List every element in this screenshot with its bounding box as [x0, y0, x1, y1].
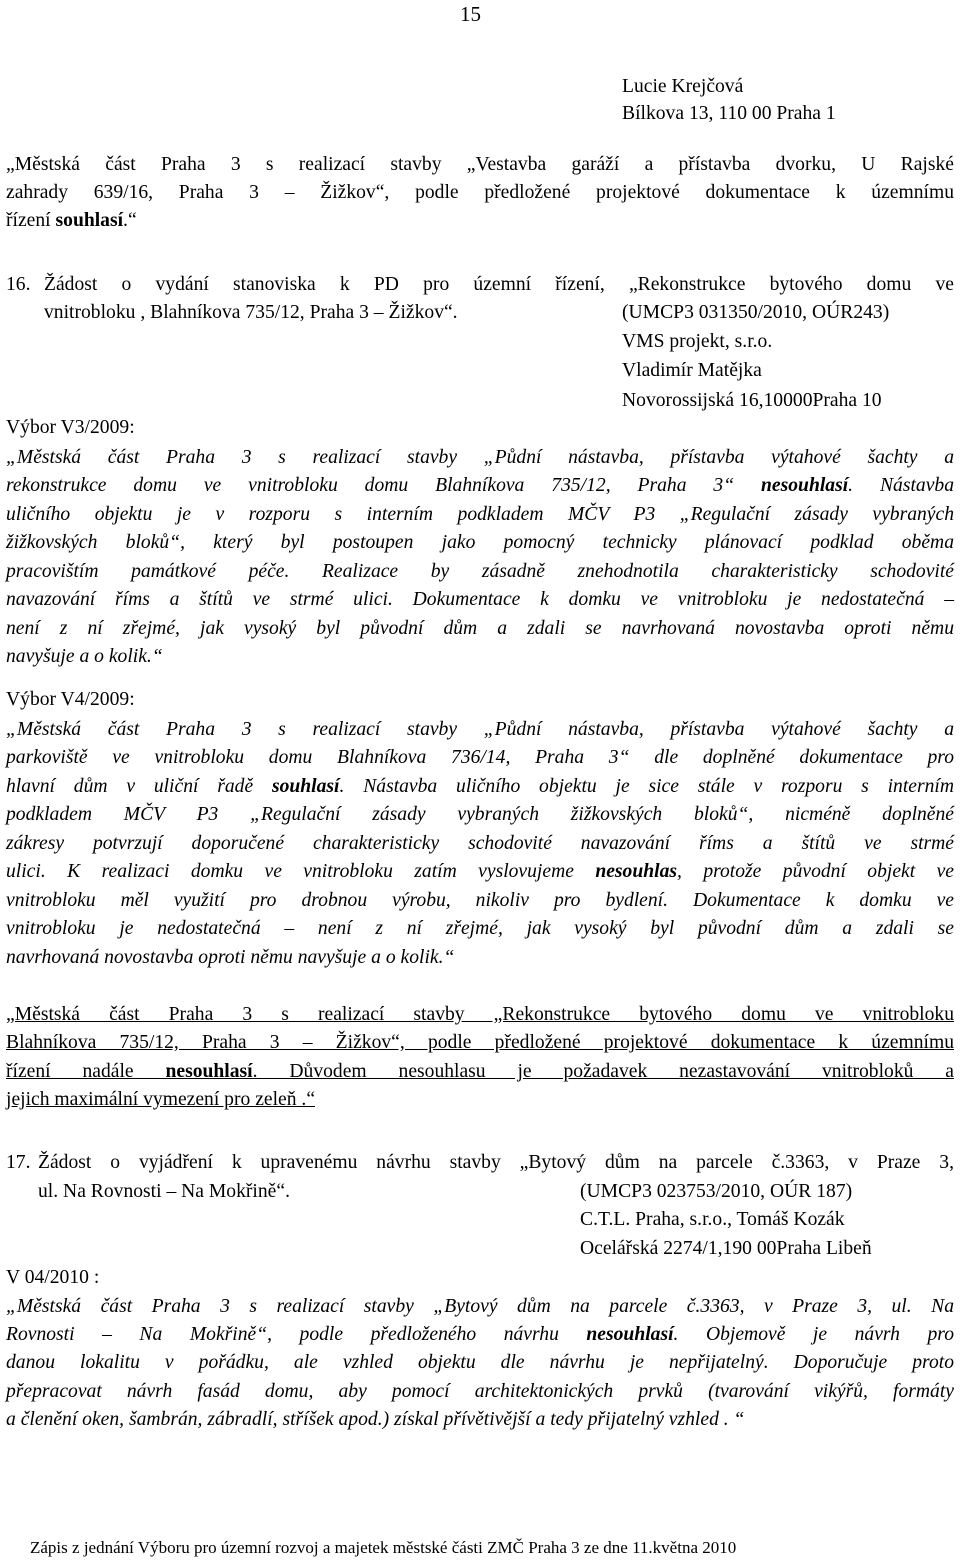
text-line: „Městská část Praha 3 s realizací stavby „Půdní nástavba, přístavba výtahové šachty a — [6, 719, 954, 740]
applicant: VMS projekt, s.r.o. — [622, 331, 773, 352]
text-line: „Městská část Praha 3 s realizací stavby „Rekonstrukce bytového domu ve vnitrobloku — [6, 1004, 954, 1025]
verdict-nesouhlas: nesouhlas — [595, 861, 678, 882]
item-title-cont: ul. Na Rovnosti – Na Mokřině“. — [38, 1181, 290, 1202]
text-line: hlavní dům v uliční řadě souhlasí. Nástavba uličního objektu je sice stále v rozporu s interním — [6, 776, 954, 797]
item-title: Žádost o vyjádření k upravenému návrhu stavby „Bytový dům na parcele č.3363, v Praze 3, — [38, 1152, 954, 1173]
text-line: řízení nadále nesouhlasí. Důvodem nesouhlasu je požadavek nezastavování vnitrobloků a — [6, 1061, 954, 1082]
text-line: vnitrobloku měl využití pro drobnou výrobu, nikoliv pro bydlení. Dokumentace k domku ve — [6, 890, 954, 911]
text-line: uličního objektu je v rozporu s interním podkladem MČV P3 „Regulační zásady vybraných — [6, 504, 954, 525]
reference-number: (UMCP3 031350/2010, OÚR243) — [622, 302, 890, 323]
text-line: „Městská část Praha 3 s realizací stavby „Bytový dům na parcele č.3363, v Praze 3, ul. Na — [6, 1296, 954, 1317]
text-line: přepracovat návrh fasád domu, aby pomocí architektonických prvků (tvarování vikýřů, formáty — [6, 1381, 954, 1402]
item-title: Žádost o vydání stanoviska k PD pro územní řízení, „Rekonstrukce bytového domu ve — [44, 274, 954, 295]
text-line: rekonstrukce domu ve vnitrobloku domu Blahníkova 735/12, Praha 3“ nesouhlasí. Nástavba — [6, 475, 954, 496]
text-line: řízení souhlasí.“ — [6, 210, 137, 231]
text-line: není z ní zřejmé, jak vysoký byl původní dům a zdali se navrhovaná novostavba oproti němu — [6, 618, 954, 639]
text-line: jejich maximální vymezení pro zeleň .“ — [6, 1089, 316, 1110]
reference-number: (UMCP3 023753/2010, OÚR 187) — [580, 1181, 853, 1202]
text-line: ulici. K realizaci domku ve vnitrobloku zatím vyslovujeme nesouhlas, protože původní objekt ve — [6, 861, 954, 882]
applicant: C.T.L. Praha, s.r.o., Tomáš Kozák — [580, 1209, 845, 1230]
committee-heading: V 04/2010 : — [6, 1267, 100, 1288]
text-line: navrhovaná novostavba oproti němu navyšuje a o kolik.“ — [6, 947, 455, 968]
text-line: zákresy potvrzují doporučené charakteristicky schodovité navazování říms a štítů ve strmé — [6, 833, 954, 854]
applicant-address: Novorossijská 16,10000Praha 10 — [622, 390, 882, 411]
applicant-address: Ocelářská 2274/1,190 00Praha Libeň — [580, 1238, 872, 1259]
item-number: 17. — [6, 1152, 31, 1173]
text-line: pracovištím památkové péče. Realizace by zásadně znehodnotila charakteristicky schodovité — [6, 561, 954, 582]
text-line: navazování říms a štítů ve strmé ulici. Dokumentace k domku ve vnitrobloku je nedostatečná – — [6, 589, 954, 610]
text-line: vnitrobloku je nedostatečná – není z ní zřejmé, jak vysoký byl původní dům a zdali se — [6, 918, 954, 939]
committee-heading: Výbor V3/2009: — [6, 417, 135, 438]
text-line: žižkovských bloků“, který byl postoupen jako pomocný technicky plánovací podklad oběma — [6, 532, 954, 553]
text-line: Blahníkova 735/12, Praha 3 – Žižkov“, podle předložené projektové dokumentace k územnímu — [6, 1032, 954, 1053]
verdict-nesouhlasi: nesouhlasí — [165, 1061, 253, 1082]
contact-person: Vladimír Matějka — [622, 360, 762, 381]
page-footer: Zápis z jednání Výboru pro územní rozvoj a majetek městské části ZMČ Praha 3 ze dne 11.května 2010 — [30, 1538, 737, 1557]
verdict-nesouhlasi: nesouhlasí — [761, 475, 849, 496]
text-line: a členění oken, šambrán, zábradlí, stříšek apod.) získal přívětivější a tedy přijatelný vzhled . “ — [6, 1409, 745, 1430]
text-line: danou lokalitu v pořádku, ale vzhled objektu dle návrhu je nepřijatelný. Doporučuje proto — [6, 1352, 954, 1373]
page-number: 15 — [460, 2, 481, 26]
addressee-street: Bílkova 13, 110 00 Praha 1 — [622, 103, 836, 124]
item-number: 16. — [6, 274, 31, 295]
verdict-souhlasi: souhlasí — [271, 776, 340, 797]
text-line: parkoviště ve vnitrobloku domu Blahníkova 736/14, Praha 3“ dle doplněné dokumentace pro — [6, 747, 954, 768]
addressee-name: Lucie Krejčová — [622, 76, 744, 97]
text-line: „Městská část Praha 3 s realizací stavby „Vestavba garáží a přístavba dvorku, U Rajské — [6, 154, 954, 175]
verdict-souhlasi: souhlasí — [55, 210, 124, 231]
text-line: zahrady 639/16, Praha 3 – Žižkov“, podle předložené projektové dokumentace k územnímu — [6, 182, 954, 203]
text-line: navyšuje a o kolik.“ — [6, 646, 163, 667]
item-title-cont: vnitrobloku , Blahníkova 735/12, Praha 3 – Žižkov“. — [44, 302, 458, 323]
text-line: Rovnosti – Na Mokřině“, podle předloženého návrhu nesouhlasí. Objemově je návrh pro — [6, 1324, 954, 1345]
verdict-nesouhlasi: nesouhlasí — [586, 1324, 674, 1345]
committee-heading: Výbor V4/2009: — [6, 689, 135, 710]
text-line: podkladem MČV P3 „Regulační zásady vybraných žižkovských bloků“, nicméně doplněné — [6, 804, 954, 825]
text-line: „Městská část Praha 3 s realizací stavby „Půdní nástavba, přístavba výtahové šachty a — [6, 447, 954, 468]
